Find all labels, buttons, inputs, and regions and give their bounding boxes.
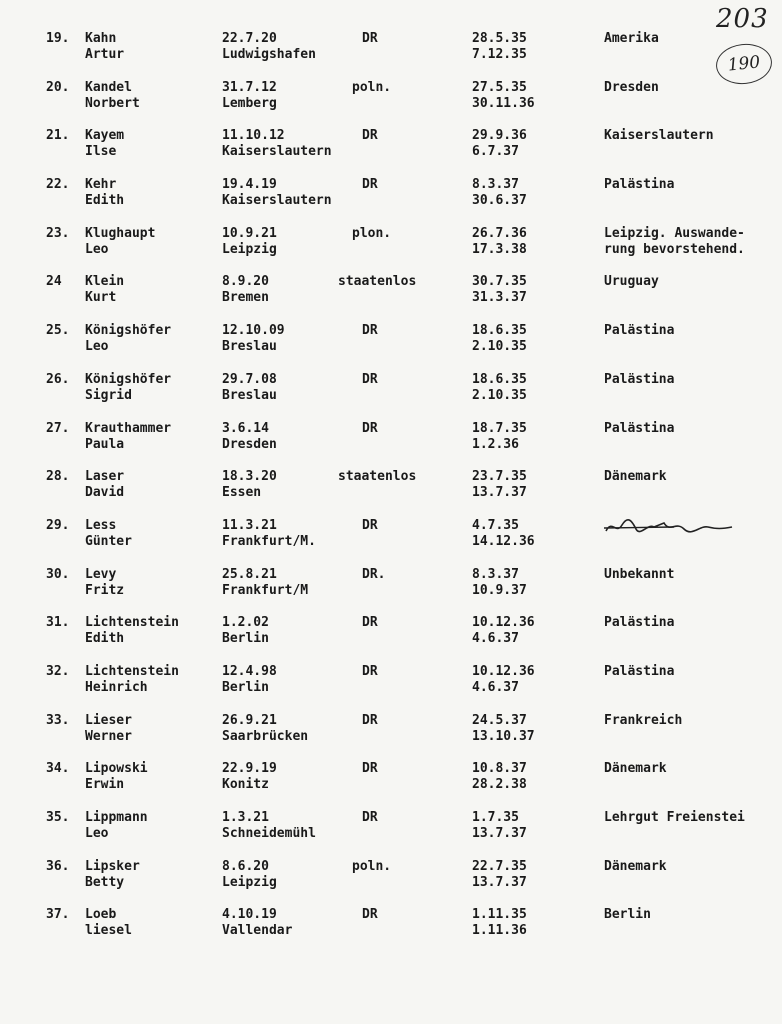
entry-number: 31. [46, 615, 70, 631]
surname: Levy [85, 566, 117, 582]
entry-number: 25. [46, 323, 70, 339]
entry-number: 26. [46, 371, 70, 387]
destination: Dänemark [604, 858, 667, 874]
destination: Dresden [604, 79, 659, 95]
nationality: poln. [352, 79, 392, 95]
arrival-date: 26.7.36 [472, 225, 527, 241]
first-name: Norbert [85, 95, 140, 111]
nationality: DR [362, 420, 378, 436]
surname: Lipowski [85, 761, 148, 777]
nationality: plon. [352, 225, 392, 241]
destination: Palästina [604, 615, 675, 631]
destination: Dänemark [604, 469, 667, 485]
first-name: Kurt [85, 290, 117, 306]
first-name: Günter [85, 533, 132, 549]
destination: Palästina [604, 371, 675, 387]
nationality: DR [362, 31, 378, 46]
departure-date: 2.10.35 [472, 339, 527, 355]
surname: Klughaupt [85, 225, 156, 241]
nationality: poln. [352, 858, 392, 874]
nationality: DR [362, 663, 378, 679]
departure-date: 10.9.37 [472, 582, 527, 598]
birth-date: 22.7.20 [222, 31, 277, 46]
birth-date: 12.4.98 [222, 663, 277, 679]
departure-date: 4.6.37 [472, 631, 519, 647]
first-name: liesel [85, 923, 132, 939]
birth-place: Ludwigshafen [222, 47, 316, 62]
birth-place: Leipzig [222, 241, 277, 257]
arrival-date: 10.12.36 [472, 615, 535, 631]
arrival-date: 18.7.35 [472, 420, 527, 436]
birth-place: Breslau [222, 339, 277, 355]
table-row [0, 610, 782, 659]
table-row [0, 367, 782, 416]
first-name: Leo [85, 339, 109, 355]
table-row [0, 659, 782, 708]
table-row [0, 805, 782, 854]
nationality: DR [362, 907, 378, 923]
birth-place: Frankfurt/M [222, 582, 309, 598]
first-name: David [85, 485, 125, 501]
surname: Lieser [85, 712, 132, 728]
birth-date: 25.8.21 [222, 566, 277, 582]
departure-date: 2.10.35 [472, 387, 527, 403]
entry-number: 34. [46, 761, 70, 777]
destination: Unbekannt [604, 566, 675, 582]
entry-number: 33. [46, 712, 70, 728]
birth-place: Berlin [222, 679, 269, 695]
surname: Königshöfer [85, 323, 172, 339]
arrival-date: 24.5.37 [472, 712, 527, 728]
destination: Leipzig. Auswande- [604, 225, 745, 241]
departure-date: 4.6.37 [472, 679, 519, 695]
departure-date: 7.12.35 [472, 47, 527, 62]
arrival-date: 10.8.37 [472, 761, 527, 777]
birth-date: 10.9.21 [222, 225, 277, 241]
departure-date: 30.6.37 [472, 193, 527, 209]
nationality: DR [362, 761, 378, 777]
entry-number: 29. [46, 517, 70, 533]
record-list [0, 26, 782, 951]
first-name: Erwin [85, 777, 125, 793]
table-row [0, 902, 782, 951]
arrival-date: 4.7.35 [472, 517, 519, 533]
arrival-date: 28.5.35 [472, 31, 527, 46]
birth-place: Bremen [222, 290, 269, 306]
first-name: Ilse [85, 144, 117, 160]
departure-date: 31.3.37 [472, 290, 527, 306]
entry-number: 35. [46, 810, 70, 825]
first-name: Fritz [85, 582, 125, 598]
birth-date: 31.7.12 [222, 79, 277, 95]
first-name: Betty [85, 874, 125, 890]
birth-date: 22.9.19 [222, 761, 277, 777]
arrival-date: 29.9.36 [472, 128, 527, 144]
departure-date: 1.11.36 [472, 923, 527, 939]
crossed-out-handwriting-icon [604, 517, 734, 537]
arrival-date: 8.3.37 [472, 177, 519, 193]
arrival-date: 18.6.35 [472, 371, 527, 387]
table-row [0, 562, 782, 611]
birth-date: 8.9.20 [222, 274, 269, 290]
birth-place: Lemberg [222, 95, 277, 111]
birth-date: 11.3.21 [222, 517, 277, 533]
destination-continued: rung bevorstehend. [604, 241, 745, 257]
surname: Loeb [85, 907, 117, 923]
first-name: Artur [85, 47, 125, 62]
birth-date: 11.10.12 [222, 128, 285, 144]
surname: Kayem [85, 128, 125, 144]
nationality: DR [362, 371, 378, 387]
surname: Lipsker [85, 858, 140, 874]
birth-date: 18.3.20 [222, 469, 277, 485]
birth-date: 8.6.20 [222, 858, 269, 874]
birth-place: Essen [222, 485, 262, 501]
destination: Palästina [604, 663, 675, 679]
entry-number: 23. [46, 225, 70, 241]
entry-number: 21. [46, 128, 70, 144]
first-name: Leo [85, 241, 109, 257]
destination: Lehrgut Freienstei [604, 810, 745, 825]
departure-date: 14.12.36 [472, 533, 535, 549]
departure-date: 6.7.37 [472, 144, 519, 160]
entry-number: 36. [46, 858, 70, 874]
departure-date: 28.2.38 [472, 777, 527, 793]
entry-number: 19. [46, 31, 70, 46]
table-row [0, 26, 782, 75]
first-name: Sigrid [85, 387, 132, 403]
arrival-date: 22.7.35 [472, 858, 527, 874]
arrival-date: 10.12.36 [472, 663, 535, 679]
destination: Dänemark [604, 761, 667, 777]
birth-place: Konitz [222, 777, 269, 793]
birth-date: 1.2.02 [222, 615, 269, 631]
nationality: DR. [362, 566, 386, 582]
nationality: DR [362, 177, 378, 193]
destination: Berlin [604, 907, 651, 923]
table-row [0, 172, 782, 221]
table-row [0, 221, 782, 270]
table-row [0, 708, 782, 757]
handwritten-page-number: 203 [716, 4, 769, 34]
surname: Lichtenstein [85, 615, 179, 631]
birth-place: Schneidemühl [222, 826, 316, 841]
entry-number: 30. [46, 566, 70, 582]
first-name: Edith [85, 193, 125, 209]
nationality: staatenlos [338, 274, 417, 290]
entry-number: 22. [46, 177, 70, 193]
table-row [0, 318, 782, 367]
destination: Amerika [604, 31, 659, 46]
departure-date: 13.7.37 [472, 874, 527, 890]
birth-date: 1.3.21 [222, 810, 269, 825]
surname: Kahn [85, 31, 117, 46]
table-row [0, 123, 782, 172]
first-name: Heinrich [85, 679, 148, 695]
birth-date: 26.9.21 [222, 712, 277, 728]
birth-place: Vallendar [222, 923, 293, 939]
first-name: Werner [85, 728, 132, 744]
departure-date: 13.10.37 [472, 728, 535, 744]
departure-date: 13.7.37 [472, 485, 527, 501]
destination: Frankreich [604, 712, 683, 728]
arrival-date: 23.7.35 [472, 469, 527, 485]
first-name: Paula [85, 436, 125, 452]
entry-number: 28. [46, 469, 70, 485]
nationality: DR [362, 712, 378, 728]
birth-place: Berlin [222, 631, 269, 647]
birth-place: Dresden [222, 436, 277, 452]
surname: Laser [85, 469, 125, 485]
surname: Lippmann [85, 810, 148, 825]
surname: Lichtenstein [85, 663, 179, 679]
table-row [0, 269, 782, 318]
surname: Klein [85, 274, 125, 290]
entry-number: 20. [46, 79, 70, 95]
departure-date: 17.3.38 [472, 241, 527, 257]
entry-number: 24 [46, 274, 62, 290]
nationality: DR [362, 323, 378, 339]
birth-date: 19.4.19 [222, 177, 277, 193]
birth-place: Breslau [222, 387, 277, 403]
arrival-date: 18.6.35 [472, 323, 527, 339]
table-row [0, 513, 782, 562]
surname: Kandel [85, 79, 132, 95]
entry-number: 37. [46, 907, 70, 923]
birth-place: Frankfurt/M. [222, 533, 316, 549]
departure-date: 1.2.36 [472, 436, 519, 452]
arrival-date: 1.11.35 [472, 907, 527, 923]
departure-date: 30.11.36 [472, 95, 535, 111]
table-row [0, 416, 782, 465]
entry-number: 27. [46, 420, 70, 436]
first-name: Leo [85, 826, 109, 841]
nationality: DR [362, 810, 378, 825]
nationality: staatenlos [338, 469, 417, 485]
birth-date: 29.7.08 [222, 371, 277, 387]
surname: Kehr [85, 177, 117, 193]
table-row [0, 464, 782, 513]
birth-place: Leipzig [222, 874, 277, 890]
entry-number: 32. [46, 663, 70, 679]
destination: Palästina [604, 323, 675, 339]
birth-place: Kaiserslautern [222, 144, 332, 160]
departure-date: 13.7.37 [472, 826, 527, 841]
table-row [0, 756, 782, 805]
arrival-date: 27.5.35 [472, 79, 527, 95]
destination: Kaiserslautern [604, 128, 714, 144]
destination: Palästina [604, 420, 675, 436]
nationality: DR [362, 517, 378, 533]
birth-date: 12.10.09 [222, 323, 285, 339]
birth-date: 3.6.14 [222, 420, 269, 436]
surname: Less [85, 517, 117, 533]
birth-place: Saarbrücken [222, 728, 309, 744]
destination: Palästina [604, 177, 675, 193]
table-row [0, 854, 782, 903]
first-name: Edith [85, 631, 125, 647]
surname: Krauthammer [85, 420, 172, 436]
birth-date: 4.10.19 [222, 907, 277, 923]
arrival-date: 30.7.35 [472, 274, 527, 290]
birth-place: Kaiserslautern [222, 193, 332, 209]
circled-archive-number: 190 [714, 41, 774, 87]
destination: Uruguay [604, 274, 659, 290]
surname: Königshöfer [85, 371, 172, 387]
arrival-date: 1.7.35 [472, 810, 519, 825]
table-row [0, 75, 782, 124]
nationality: DR [362, 615, 378, 631]
nationality: DR [362, 128, 378, 144]
arrival-date: 8.3.37 [472, 566, 519, 582]
